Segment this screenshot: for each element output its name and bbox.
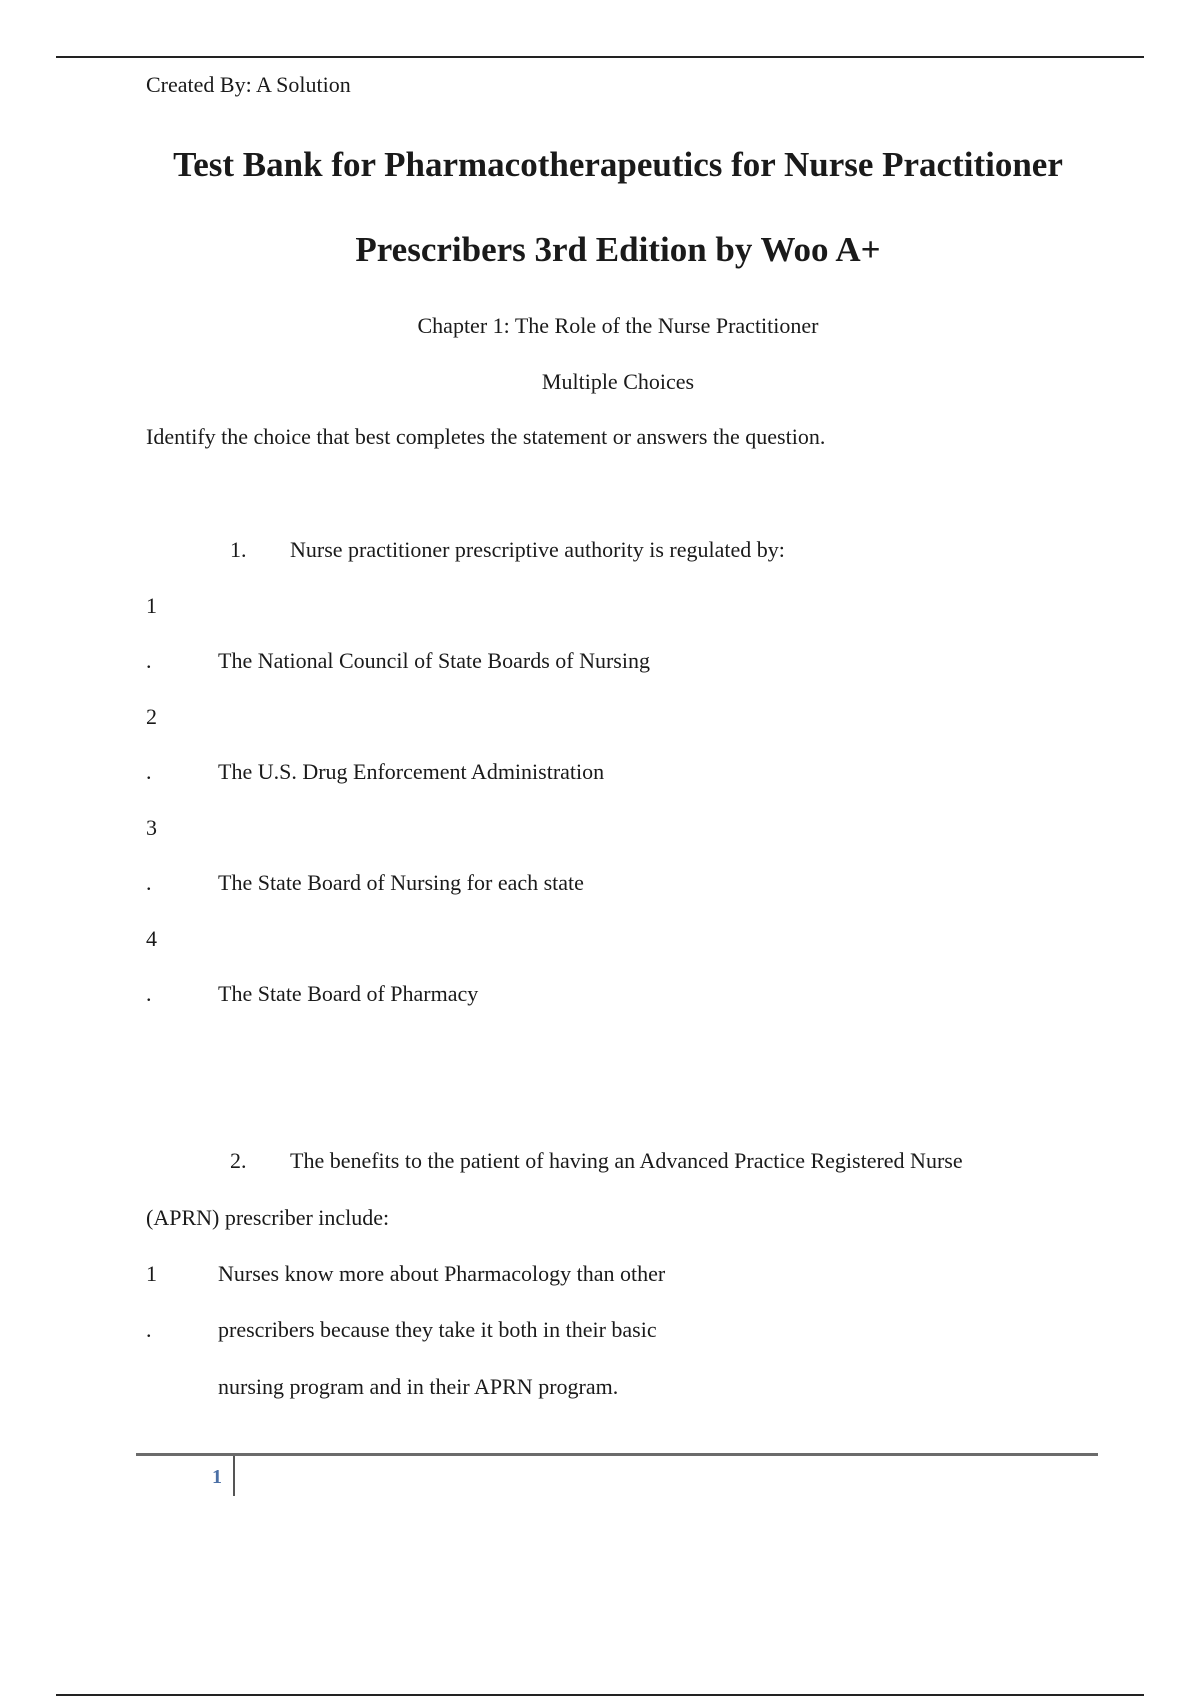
q1-option-3-number: 3 — [146, 815, 157, 840]
q1-option-4-text: The State Board of Pharmacy — [218, 981, 479, 1006]
q2-option-1-line-3: nursing program and in their APRN program. — [218, 1374, 619, 1399]
q1-option-1-text: The National Council of State Boards of Nursing — [218, 648, 650, 673]
question-2-text-line-1: The benefits to the patient of having an Advanced Practice Registered Nurse — [290, 1148, 963, 1173]
question-2-text-line-2: (APRN) prescriber include: — [146, 1205, 390, 1230]
q1-option-4-number: 4 — [146, 926, 157, 951]
chapter-heading: Chapter 1: The Role of the Nurse Practitioner — [417, 313, 819, 338]
q1-option-1-number: 1 — [146, 593, 157, 618]
question-1-text: Nurse practitioner prescriptive authority is regulated by: — [290, 537, 785, 562]
question-1-number: 1. — [230, 537, 247, 562]
q1-option-4-dot: . — [146, 981, 152, 1006]
q1-option-2-text: The U.S. Drug Enforcement Administration — [218, 759, 605, 784]
q2-option-1-line-2: prescribers because they take it both in their basic — [218, 1317, 657, 1342]
page-number: 1 — [212, 1466, 222, 1488]
question-2-number: 2. — [230, 1148, 247, 1173]
q2-option-1-dot: . — [146, 1317, 152, 1342]
q2-option-1-line-1: Nurses know more about Pharmacology than other — [218, 1261, 666, 1286]
instructions: Identify the choice that best completes the statement or answers the question. — [146, 424, 826, 449]
footer-divider — [233, 1456, 235, 1496]
document-title-line-2: Prescribers 3rd Edition by Woo A+ — [355, 230, 881, 269]
footer-rule — [136, 1453, 1098, 1456]
q1-option-1-dot: . — [146, 648, 152, 673]
q1-option-2-dot: . — [146, 759, 152, 784]
section-heading: Multiple Choices — [541, 369, 695, 394]
created-by: Created By: A Solution — [146, 72, 351, 97]
q1-option-3-text: The State Board of Nursing for each state — [218, 870, 584, 895]
top-rule — [56, 56, 1144, 58]
bottom-rule — [56, 1694, 1144, 1696]
document-title-line-1: Test Bank for Pharmacotherapeutics for Nurse Practitioner — [173, 145, 1063, 184]
q1-option-2-number: 2 — [146, 704, 157, 729]
q2-option-1-number: 1 — [146, 1261, 157, 1286]
q1-option-3-dot: . — [146, 870, 152, 895]
